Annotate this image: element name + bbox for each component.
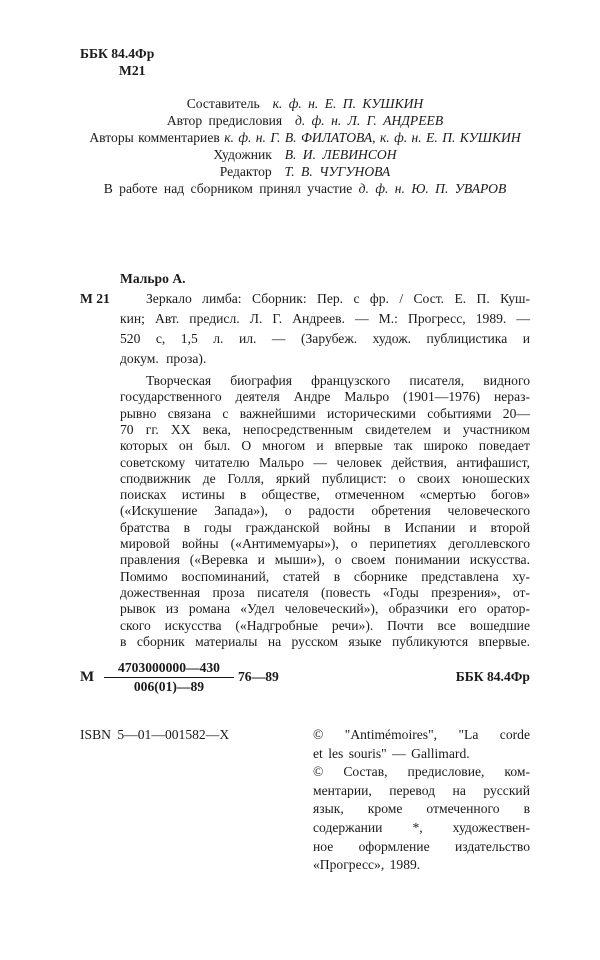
abstract-line: 70 гг. XX века, непосредственным свидетелем и участником bbox=[120, 421, 530, 437]
abstract-line: в сборник материалы на русском языке публикуются впервые. bbox=[120, 633, 530, 649]
bib-author: Мальро А. bbox=[120, 271, 186, 286]
credit-names: к. ф. н. Е. П. КУШКИН bbox=[272, 96, 424, 111]
abstract-line: советскому читателю Мальро — человек действия, антифашист, bbox=[120, 454, 530, 470]
copyright-line: © "Antimémoires", "La corde bbox=[313, 727, 530, 742]
credit-label: Автор предисловия bbox=[166, 113, 283, 128]
copyright-line: ное оформление издательство bbox=[313, 838, 530, 854]
copyright-line: содержании *, художествен- bbox=[313, 820, 530, 835]
credit-artist bbox=[60, 147, 550, 163]
credit-names: В. И. ЛЕВИНСОН bbox=[284, 147, 397, 162]
credit-label: В работе над сборником принял участие bbox=[103, 181, 353, 196]
abstract-line: сподвижник де Голля, яркий публицист: о своих юношеских bbox=[120, 470, 530, 486]
bib-line: 520 с, 1,5 л. ил. — (Зарубеж. худож. публицистика и bbox=[120, 331, 530, 346]
abstract-line: государственного деятеля Андре Мальро (1901—1976) нераз- bbox=[120, 389, 530, 405]
credit-names: Т. В. ЧУГУНОВА bbox=[284, 164, 391, 179]
class-fraction bbox=[104, 660, 234, 695]
copyright-line: © Состав, предисловие, ком- bbox=[313, 764, 530, 780]
copyright-line: язык, кроме отмеченного в bbox=[313, 801, 530, 817]
abstract-line: правления («Веревка и мыши»), о своем понимании искусства. bbox=[120, 552, 530, 568]
abstract-line: Помимо воспоминаний, статей в сборнике представлена ху- bbox=[120, 568, 530, 584]
class-letter: М bbox=[80, 669, 95, 685]
credit-preface bbox=[60, 113, 550, 129]
author-code: М21 bbox=[119, 63, 146, 78]
abstract-line: поисках истины в обществе, отмеченном «смертью богов» bbox=[120, 487, 530, 503]
abstract-line: рывно связана с важнейшими историческими событиями 20— bbox=[120, 405, 530, 421]
abstract-line: ского искусства («Надгробные речи»). Почти все вошедшие bbox=[120, 617, 530, 633]
credit-editor bbox=[60, 164, 550, 180]
credit-participant bbox=[60, 181, 550, 197]
class-denominator: 006(01)—89 bbox=[133, 679, 205, 694]
abstract-line: («Искушение Запада»), о радости обретения человеческого bbox=[120, 503, 530, 519]
class-numerator: 4703000000—430 bbox=[104, 660, 234, 678]
credit-label: Авторы комментариев bbox=[89, 130, 220, 145]
class-suffix: 76—89 bbox=[238, 669, 279, 684]
credit-compiler bbox=[60, 96, 550, 112]
abstract-line: дожественная проза писателя (повесть «Годы презрения», от- bbox=[120, 584, 530, 600]
abstract-line: мировой войны («Антимемуары»), о перипетиях деголлевского bbox=[120, 536, 530, 551]
copyright-line: «Прогресс», 1989. bbox=[313, 857, 421, 873]
credit-names: д. ф. н. Л. Г. АНДРЕЕВ bbox=[294, 113, 444, 128]
credit-names: д. ф. н. Ю. П. УВАРОВ bbox=[358, 181, 507, 196]
abstract-line: братства в годы гражданской войны в Испании и второй bbox=[120, 519, 530, 535]
bib-line: кин; Авт. предисл. Л. Г. Андреев. — М.: Прогресс, 1989. — bbox=[120, 311, 530, 326]
credit-commentary bbox=[60, 130, 550, 146]
abstract-line: рывок из романа «Удел человеческий»), образчики его оратор- bbox=[120, 601, 530, 617]
credit-names: к. ф. н. Г. В. ФИЛАТОВА, к. ф. н. Е. П. КУШКИН bbox=[224, 130, 521, 145]
copyright-line: ментарии, перевод на русский bbox=[313, 782, 530, 798]
bib-line: Зеркало лимба: Сборник: Пер. с фр. / Сост. Е. П. Куш- bbox=[146, 291, 530, 306]
bib-line: докум. проза). bbox=[120, 351, 207, 366]
credit-label: Художник bbox=[213, 147, 272, 162]
abstract-line: Творческая биография французского писателя, видного bbox=[146, 373, 530, 388]
isbn: ISBN 5—01—001582—X bbox=[80, 727, 230, 742]
abstract-line: которых он был. О многом и впервые так широко поведает bbox=[120, 438, 530, 454]
credit-label: Редактор bbox=[219, 164, 272, 179]
bbk-header: ББК 84.4Фр bbox=[80, 46, 155, 61]
copyright-line: et les souris" — Gallimard. bbox=[313, 745, 470, 761]
bib-index: М 21 bbox=[80, 291, 110, 306]
bbk-footer: ББК 84.4Фр bbox=[455, 669, 530, 684]
credit-label: Составитель bbox=[186, 96, 260, 111]
